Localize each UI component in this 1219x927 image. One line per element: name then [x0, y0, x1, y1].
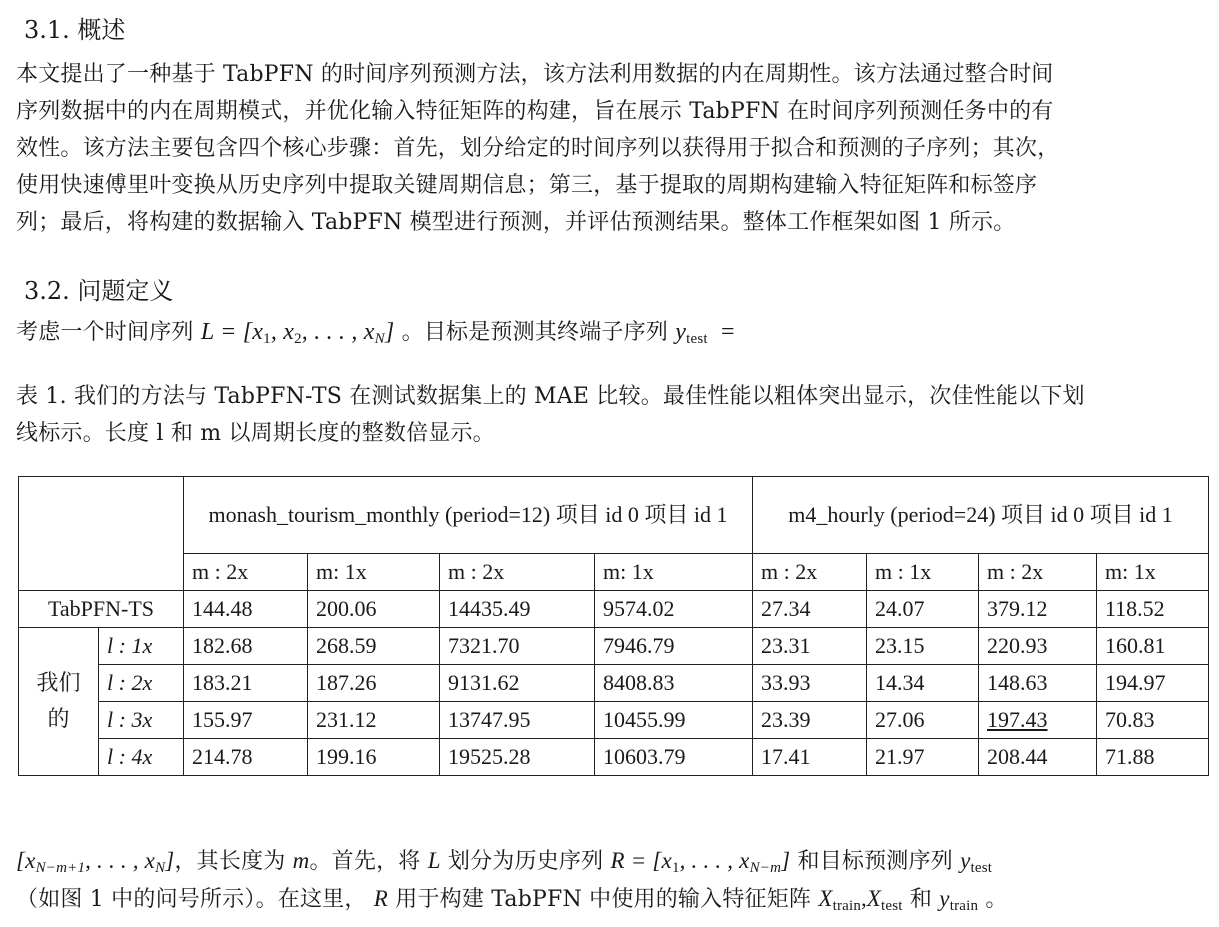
row-label-cell: l : 4x	[99, 739, 184, 776]
table-cell: 10455.99	[595, 702, 753, 739]
section-heading-problem-definition: 3.2. 问题定义	[24, 277, 174, 305]
row-label-cell: l : 3x	[99, 702, 184, 739]
table-cell: 268.59	[308, 628, 440, 665]
table-cell: 220.93	[979, 628, 1097, 665]
var-subscript: test	[881, 898, 903, 914]
table-cell: 70.83	[1097, 702, 1209, 739]
row-label-cell: l : 2x	[99, 665, 184, 702]
table-cell: 33.93	[753, 665, 867, 702]
history-formula: $R = [x_1$, . . . , $x_{N-m}$]	[610, 848, 791, 876]
table-caption	[16, 378, 1085, 452]
corner-cell	[19, 477, 184, 591]
x-test-var	[866, 886, 903, 914]
subheader-cell: m: 1x	[308, 554, 440, 591]
target-var-subscript: test	[686, 331, 708, 347]
table-cell: 199.16	[308, 739, 440, 776]
var-R: R	[373, 886, 389, 911]
x-train-var	[818, 886, 862, 914]
table-cell: 194.97	[1097, 665, 1209, 702]
table-cell: 23.31	[753, 628, 867, 665]
text-span: ，其长度为	[174, 849, 286, 874]
var-symbol: y	[960, 848, 971, 873]
caption-line: 表 1. 我们的方法与 TabPFN-TS 在测试数据集上的 MAE 比较。最佳性能以粗体突出显示，次佳性能以下划	[16, 384, 1085, 409]
var-m: m	[292, 848, 310, 873]
var-subscript: train	[949, 898, 979, 914]
text-span: 。目标是预测其终端子序列	[401, 320, 669, 345]
subheader-cell: m : 1x	[867, 554, 979, 591]
text-span: 和	[909, 887, 933, 912]
overview-paragraph	[16, 56, 1059, 241]
table-cell: 144.48	[184, 591, 308, 628]
subheader-cell: m: 1x	[595, 554, 753, 591]
table-cell: 187.26	[308, 665, 440, 702]
var-symbol: X	[818, 886, 833, 911]
table-cell: 7946.79	[595, 628, 753, 665]
subheader-cell: m : 2x	[753, 554, 867, 591]
target-var	[675, 319, 708, 345]
table-cell: 231.12	[308, 702, 440, 739]
table-cell: 10603.79	[595, 739, 753, 776]
table-cell: 21.97	[867, 739, 979, 776]
group-header-tourism: monash_tourism_monthly (period=12) 项目 id 0 项目 id 1	[184, 477, 753, 554]
table-cell: 23.15	[867, 628, 979, 665]
table-row	[19, 739, 1209, 776]
continuation-line-2	[16, 880, 1008, 925]
paragraph-line: 列；最后，将构建的数据输入 TabPFN 模型进行预测，并评估预测结果。整体工作框架如图 1 所示。	[16, 210, 1016, 235]
table-cell: 24.07	[867, 591, 979, 628]
group-header-m4: m4_hourly (period=24) 项目 id 0 项目 id 1	[753, 477, 1209, 554]
table-row	[19, 702, 1209, 739]
text-span: （如图 1 中的问号所示）。在这里，	[16, 887, 367, 912]
table-header-row	[19, 477, 1209, 554]
table-cell: 19525.28	[440, 739, 595, 776]
subheader-cell: m : 2x	[184, 554, 308, 591]
table-cell: 27.06	[867, 702, 979, 739]
table-cell-second-best: 197.43	[979, 702, 1097, 739]
table-cell: 9574.02	[595, 591, 753, 628]
text-span: 。	[985, 887, 1008, 912]
text-span: 用于构建 TabPFN 中使用的输入特征矩阵	[395, 887, 812, 912]
paragraph-line: 本文提出了一种基于 TabPFN 的时间序列预测方法，该方法利用数据的内在周期性。该方法通过整合时间	[16, 62, 1054, 87]
table-cell: 13747.95	[440, 702, 595, 739]
table-cell: 148.63	[979, 665, 1097, 702]
table-row-baseline	[19, 591, 1209, 628]
table-row	[19, 665, 1209, 702]
text-span: 划分为历史序列	[447, 849, 604, 874]
table-cell: 155.97	[184, 702, 308, 739]
caption-line: 线标示。长度 l 和 m 以周期长度的整数倍显示。	[16, 421, 495, 446]
section-heading-overview: 3.1. 概述	[24, 16, 126, 44]
y-train-var	[939, 886, 979, 914]
equals-sign: =	[720, 319, 735, 345]
comma: ,	[861, 886, 867, 911]
table-cell: 208.44	[979, 739, 1097, 776]
table-subheader-row	[19, 554, 1209, 591]
var-L: L	[427, 848, 441, 873]
table-row	[19, 628, 1209, 665]
table-cell: 17.41	[753, 739, 867, 776]
target-var-symbol: y	[675, 319, 687, 345]
subheader-cell: m : 2x	[979, 554, 1097, 591]
var-subscript: test	[970, 860, 993, 876]
var-symbol: X	[866, 886, 882, 911]
table-cell: 9131.62	[440, 665, 595, 702]
subheader-cell: m : 2x	[440, 554, 595, 591]
table-cell: 8408.83	[595, 665, 753, 702]
terminal-subsequence-formula: [$x_{N-m+1}$, . . . , $x_N$]	[16, 848, 175, 876]
table-cell: 183.21	[184, 665, 308, 702]
paragraph-line: 使用快速傅里叶变换从历史序列中提取关键周期信息；第三，基于提取的周期构建输入特征矩阵和标签序	[16, 173, 1038, 198]
row-label-cell: l : 1x	[99, 628, 184, 665]
table-cell: 118.52	[1097, 591, 1209, 628]
table-cell: 7321.70	[440, 628, 595, 665]
results-table	[18, 476, 1209, 776]
table-cell: 182.68	[184, 628, 308, 665]
baseline-name-cell: TabPFN-TS	[19, 591, 184, 628]
table-cell: 379.12	[979, 591, 1097, 628]
text-span: 。首先，将	[309, 849, 421, 874]
text-span: 考虑一个时间序列	[16, 320, 194, 345]
paragraph-line: 序列数据中的内在周期模式，并优化输入特征矩阵的构建，旨在展示 TabPFN 在时间序列预测任务中的有	[16, 99, 1054, 124]
table-cell: 71.88	[1097, 739, 1209, 776]
subheader-cell: m: 1x	[1097, 554, 1209, 591]
series-formula: $L = [x_1$, $x_2$, . . . , $x_N$]	[200, 319, 395, 347]
problem-definition-line	[16, 314, 735, 358]
var-symbol: y	[939, 886, 950, 911]
table-cell: 14435.49	[440, 591, 595, 628]
ours-name-cell: 我们的	[19, 628, 99, 776]
var-subscript: train	[832, 898, 862, 914]
table-cell: 200.06	[308, 591, 440, 628]
table-cell: 14.34	[867, 665, 979, 702]
table-cell: 160.81	[1097, 628, 1209, 665]
table-cell: 23.39	[753, 702, 867, 739]
table-cell: 27.34	[753, 591, 867, 628]
paragraph-line: 效性。该方法主要包含四个核心步骤：首先，划分给定的时间序列以获得用于拟合和预测的子序列；其次，	[16, 136, 1060, 161]
table-cell: 214.78	[184, 739, 308, 776]
text-span: 和目标预测序列	[797, 849, 953, 874]
target-var	[960, 848, 993, 876]
